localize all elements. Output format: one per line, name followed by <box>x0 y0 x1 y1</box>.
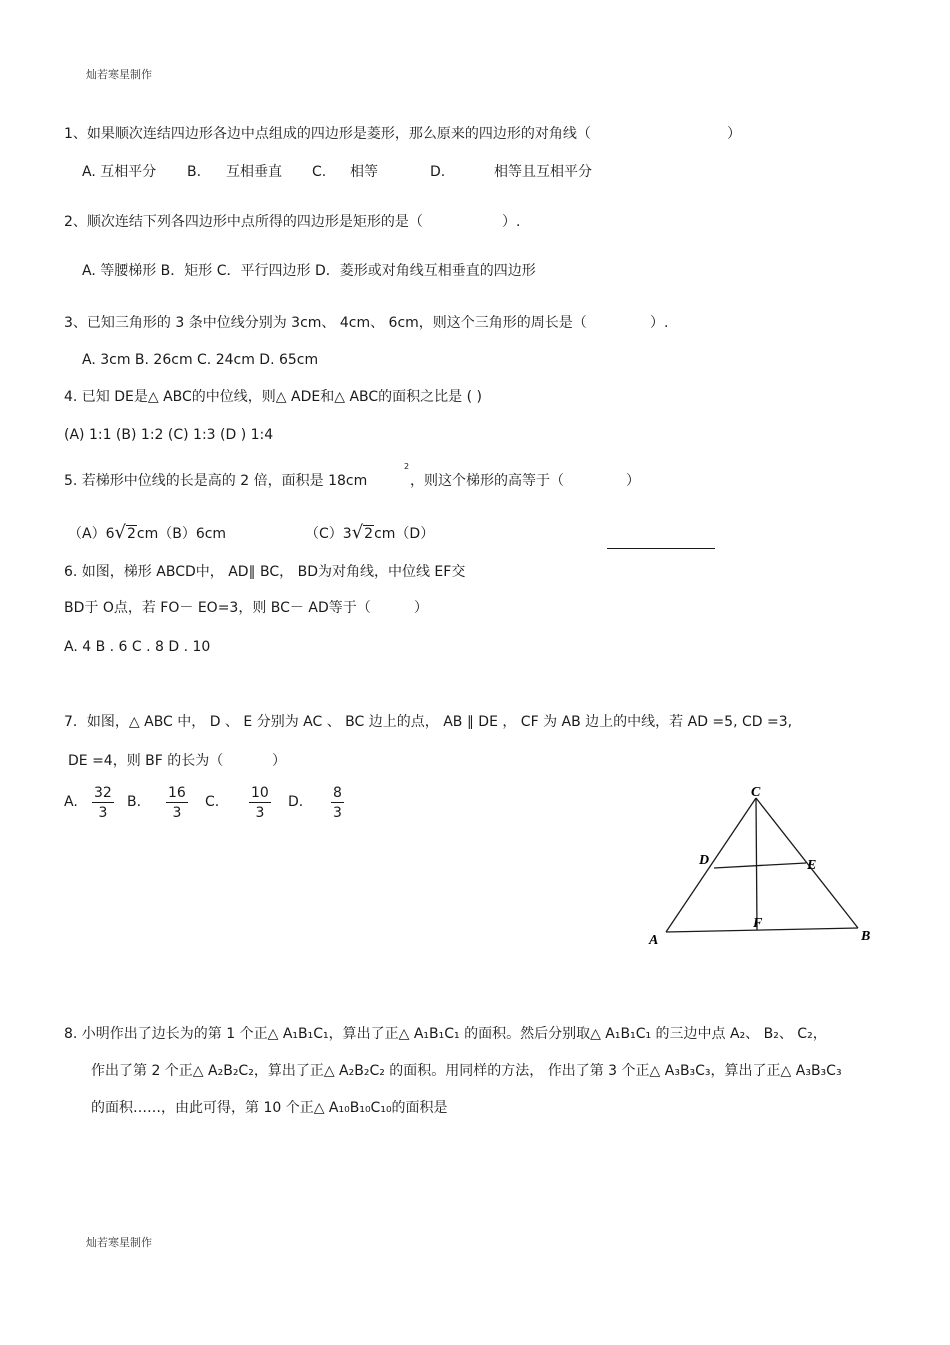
q5-superscript: 2 <box>404 462 410 471</box>
question-3-close: ）. <box>650 315 669 331</box>
fraction-denominator: 3 <box>255 805 265 821</box>
q1-option-d: 相等且互相平分 <box>494 164 592 180</box>
q1-option-a: A. 互相平分 <box>82 164 157 180</box>
segment-de <box>714 863 806 868</box>
q1-option-b: 互相垂直 <box>226 164 282 180</box>
question-2-options: A. 等腰梯形 B．矩形 C．平行四边形 D．菱形或对角线互相垂直的四边形 <box>82 263 536 279</box>
label-a: A <box>649 933 659 948</box>
q5-option-c-prefix: （C）3 <box>305 526 352 542</box>
question-2-close: ）. <box>502 214 521 230</box>
question-1-stem: 1、如果顺次连结四边形各边中点组成的四边形是菱形，那么原来的四边形的对角线（ <box>64 126 591 142</box>
median-cf <box>756 798 757 930</box>
q7-option-a-label: A. <box>64 794 78 810</box>
q1-option-d-label: D. <box>430 164 446 180</box>
answer-blank-line <box>607 548 715 549</box>
q7-option-c-label: C. <box>205 794 220 810</box>
question-3-options: A. 3cm B. 26cm C. 24cm D. 65cm <box>82 352 319 368</box>
triangle-figure <box>640 780 890 950</box>
question-4-stem: 4. 已知 DE是△ ABC的中位线，则△ ADE和△ ABC的面积之比是 ( ) <box>64 389 482 405</box>
fraction-numerator: 32 <box>94 785 112 801</box>
label-b: B <box>861 929 871 944</box>
question-8-line-2: 作出了第 2 个正△ A₂B₂C₂，算出了正△ A₂B₂C₂ 的面积。用同样的方法， 作出了第 3 个正△ A₃B₃C₃，算出了正△ A₃B₃C₃ <box>91 1063 842 1079</box>
fraction-numerator: 8 <box>333 785 342 801</box>
q5-option-a-radicand: 2 <box>126 526 136 542</box>
q7-option-d-label: D. <box>288 794 304 810</box>
q7-option-d-fraction <box>331 786 344 820</box>
fraction-denominator: 3 <box>98 805 108 821</box>
question-7-line-1: 7．如图，△ ABC 中， D 、 E 分别为 AC 、 BC 边上的点， AB ∥ DE ， CF 为 AB 边上的中线，若 AD =5, CD =3, <box>64 714 793 730</box>
question-3-stem: 3、已知三角形的 3 条中位线分别为 3cm、 4cm、 6cm，则这个三角形的周长是（ <box>64 315 587 331</box>
label-f: F <box>753 916 763 931</box>
question-5-close: ） <box>626 473 640 489</box>
question-4-options: (A) 1:1 (B) 1:2 (C) 1:3 (D ) 1:4 <box>64 427 274 443</box>
q5-option-a <box>68 524 226 542</box>
question-6-line-1: 6. 如图，梯形 ABCD中， AD∥ BC， BD为对角线，中位线 EF交 <box>64 564 466 580</box>
q5-option-c <box>305 524 434 542</box>
fraction-numerator: 16 <box>168 785 186 801</box>
question-2-stem: 2、顺次连结下列各四边形中点所得的四边形是矩形的是（ <box>64 214 423 230</box>
question-5-stem-cont: ，则这个梯形的高等于（ <box>410 473 564 489</box>
q7-option-b-fraction <box>166 786 188 820</box>
q7-option-a-fraction <box>92 786 114 820</box>
q7-option-b-label: B. <box>127 794 142 810</box>
sqrt-sign-icon: √ <box>114 522 126 543</box>
question-1-close: ） <box>727 126 741 142</box>
q1-option-c-label: C. <box>312 164 327 180</box>
label-e: E <box>807 858 817 873</box>
question-5-stem: 5. 若梯形中位线的长是高的 2 倍，面积是 18cm <box>64 473 368 489</box>
question-6-close: ） <box>414 600 428 616</box>
fraction-denominator: 3 <box>172 805 182 821</box>
label-c: C <box>751 785 761 800</box>
question-7-close: ） <box>272 753 286 769</box>
fraction-numerator: 10 <box>251 785 269 801</box>
fraction-denominator: 3 <box>333 805 342 821</box>
page-footer: 灿若寒星制作 <box>86 1236 152 1249</box>
page-header: 灿若寒星制作 <box>86 68 152 81</box>
q1-option-c: 相等 <box>350 164 378 180</box>
sqrt-sign-icon: √ <box>351 522 364 543</box>
q7-option-c-fraction <box>249 786 271 820</box>
question-7-line-2: DE =4，则 BF 的长为（ <box>68 753 224 769</box>
side-ca <box>666 798 756 932</box>
q1-option-b-label: B. <box>187 164 202 180</box>
q5-option-a-suffix: cm（B）6cm <box>136 526 227 542</box>
q5-option-a-prefix: （A）6 <box>68 526 115 542</box>
question-6-options: A. 4 B . 6 C . 8 D . 10 <box>64 639 211 655</box>
question-8-line-1: 8. 小明作出了边长为的第 1 个正△ A₁B₁C₁，算出了正△ A₁B₁C₁ 的面积。然后分别取△ A₁B₁C₁ 的三边中点 A₂、 B₂、 C₂， <box>64 1026 827 1042</box>
question-6-line-2: BD于 O点，若 FO－ EO=3，则 BC－ AD等于（ <box>64 600 371 616</box>
q5-option-c-suffix: cm（D） <box>374 526 435 542</box>
question-8-line-3: 的面积……，由此可得，第 10 个正△ A₁₀B₁₀C₁₀的面积是 <box>91 1100 448 1116</box>
label-d: D <box>699 853 710 868</box>
q5-option-c-radicand: 2 <box>364 526 374 542</box>
